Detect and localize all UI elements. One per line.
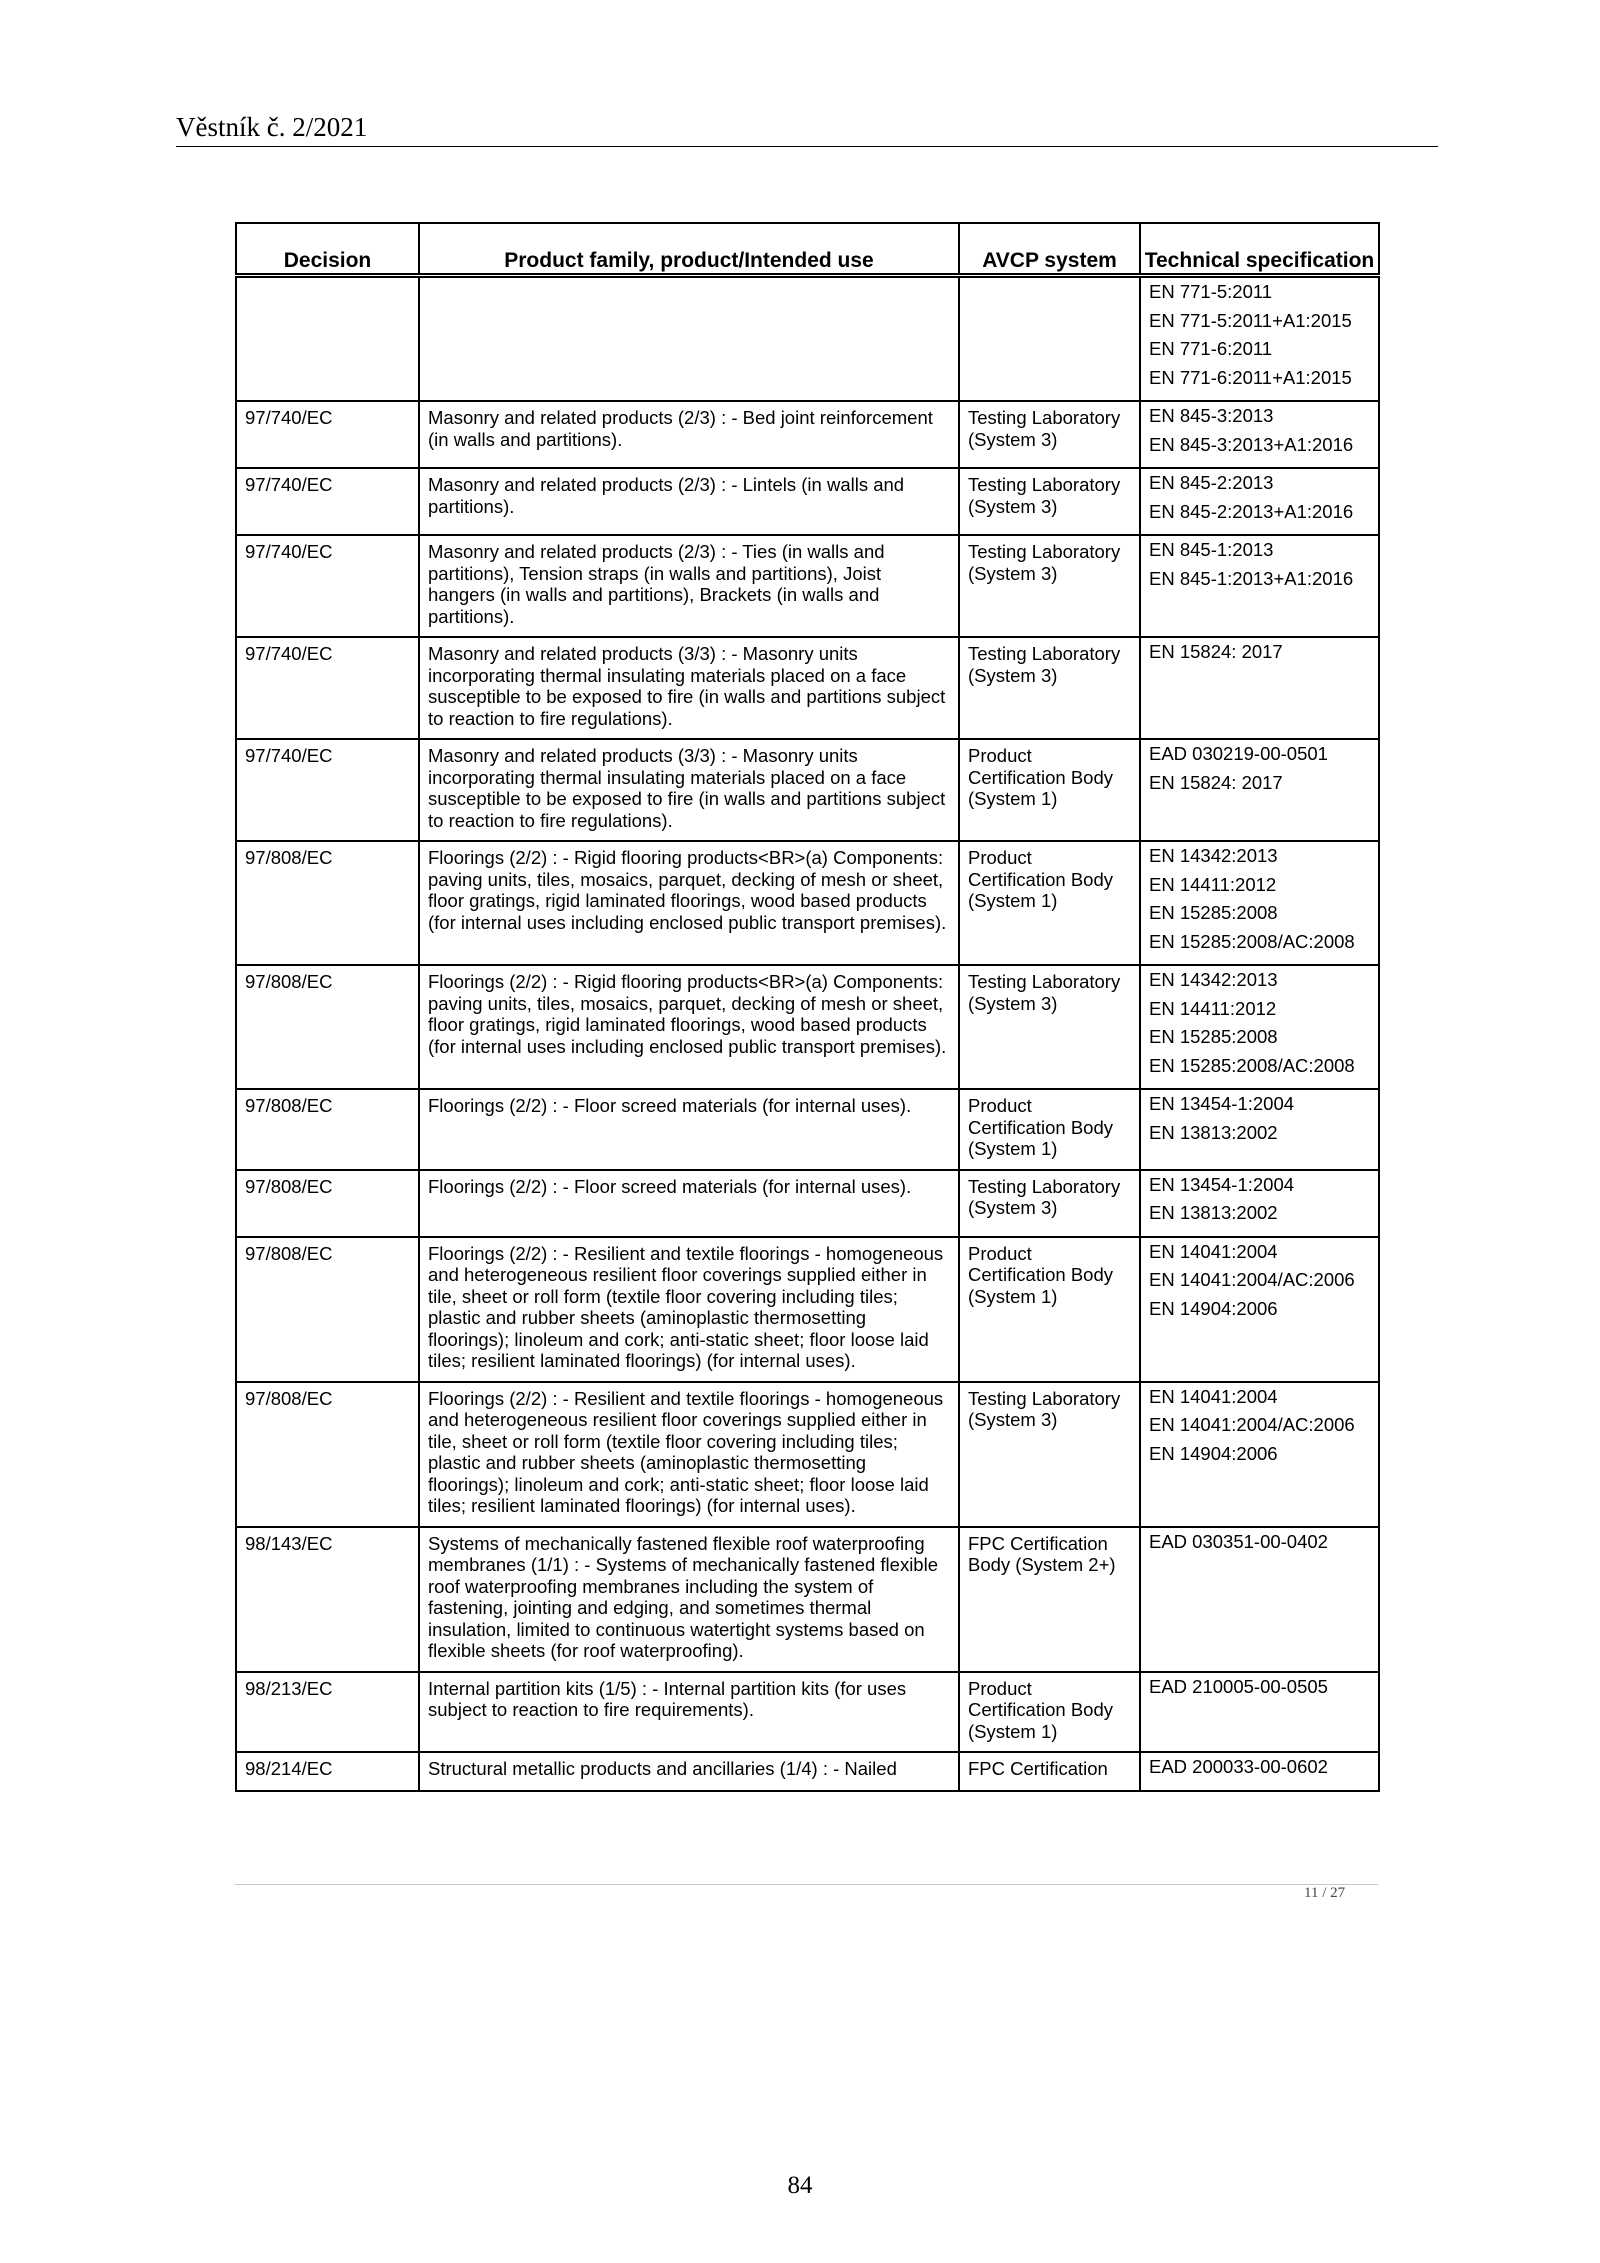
- column-header-product: Product family, product/Intended use: [419, 223, 959, 276]
- specification-cell: [1140, 1672, 1379, 1753]
- decision-cell: 97/808/EC: [236, 841, 419, 965]
- specification-cell: [1140, 1527, 1379, 1672]
- product-cell: Masonry and related products (2/3) : - Lintels (in walls and partitions).: [419, 468, 959, 535]
- decision-cell: 97/808/EC: [236, 965, 419, 1089]
- specification-table: [235, 222, 1380, 1792]
- specification-item: EN 845-2:2013+A1:2016: [1149, 500, 1354, 522]
- avcp-cell: [959, 276, 1140, 402]
- table-row: [236, 739, 1379, 841]
- specification-item: EN 14904:2006: [1149, 1442, 1278, 1464]
- product-cell: Systems of mechanically fastened flexible roof waterproofing membranes (1/1) : - Systems of mechanically fastened flexible roof waterproofing membranes including the system of fastening, jointing and edging, and sometimes thermal insulation, limited to continuous watertight systems based on flexible sheets (for roof waterproofing).: [419, 1527, 959, 1672]
- specification-cell: [1140, 1237, 1379, 1382]
- avcp-cell: Testing Laboratory (System 3): [959, 401, 1140, 468]
- specification-item: EN 14904:2006: [1149, 1297, 1278, 1319]
- specification-item: EN 13454-1:2004: [1149, 1173, 1295, 1195]
- product-cell: Internal partition kits (1/5) : - Internal partition kits (for uses subject to reaction to fire requirements).: [419, 1672, 959, 1753]
- decision-cell: 97/740/EC: [236, 739, 419, 841]
- specification-cell: [1140, 1382, 1379, 1527]
- table-row: [236, 1237, 1379, 1382]
- table-row: [236, 1089, 1379, 1170]
- specification-cell: [1140, 841, 1379, 965]
- product-cell: Floorings (2/2) : - Rigid flooring products<BR>(a) Components: paving units, tiles, mosaics, parquet, decking of mesh or sheet, floor gratings, rigid laminated floorings, wood based products (for internal uses including enclosed public transport premises).: [419, 841, 959, 965]
- specification-item: EN 13813:2002: [1149, 1121, 1278, 1143]
- table-header-row: [236, 223, 1379, 276]
- product-cell: Floorings (2/2) : - Floor screed materials (for internal uses).: [419, 1089, 959, 1170]
- decision-cell: 97/740/EC: [236, 468, 419, 535]
- decision-cell: 98/143/EC: [236, 1527, 419, 1672]
- specification-cell: [1140, 739, 1379, 841]
- specification-cell: [1140, 637, 1379, 739]
- product-cell: Masonry and related products (2/3) : - Bed joint reinforcement (in walls and partitions).: [419, 401, 959, 468]
- avcp-cell: Testing Laboratory (System 3): [959, 468, 1140, 535]
- specification-item: EN 13813:2002: [1149, 1202, 1278, 1223]
- avcp-cell: Product Certification Body (System 1): [959, 1089, 1140, 1170]
- running-head: Věstník č. 2/2021: [176, 112, 368, 142]
- specification-item: EN 15285:2008/AC:2008: [1149, 1054, 1355, 1076]
- specification-item: EN 14342:2013: [1149, 969, 1278, 990]
- decision-cell: 98/214/EC: [236, 1752, 419, 1791]
- header-rule: [176, 146, 1438, 147]
- avcp-cell: FPC Certification Body (System 2+): [959, 1527, 1140, 1672]
- decision-cell: 97/808/EC: [236, 1382, 419, 1527]
- avcp-cell: Product Certification Body (System 1): [959, 841, 1140, 965]
- column-header-specification: Technical specification: [1140, 223, 1379, 276]
- specification-item: EN 845-1:2013+A1:2016: [1149, 567, 1354, 589]
- table-row: [236, 1672, 1379, 1753]
- specification-item: EN 771-6:2011+A1:2015: [1149, 366, 1352, 388]
- avcp-cell: FPC Certification: [959, 1752, 1140, 1791]
- column-header-avcp: AVCP system: [959, 223, 1140, 276]
- specification-item: EN 845-3:2013: [1149, 405, 1274, 426]
- table-row: [236, 1752, 1379, 1791]
- table-row: [236, 401, 1379, 468]
- specification-item: EAD 030219-00-0501: [1149, 743, 1328, 764]
- product-cell: Floorings (2/2) : - Floor screed materials (for internal uses).: [419, 1170, 959, 1237]
- specification-item: EN 845-2:2013: [1149, 472, 1274, 493]
- specification-item: EN 15285:2008: [1149, 902, 1278, 923]
- specification-item: EN 15285:2008: [1149, 1026, 1278, 1047]
- specification-item: EN 771-5:2011+A1:2015: [1149, 309, 1352, 331]
- avcp-cell: Testing Laboratory (System 3): [959, 1382, 1140, 1527]
- decision-cell: 97/740/EC: [236, 535, 419, 637]
- table-row: [236, 276, 1379, 402]
- specification-item: EN 14342:2013: [1149, 845, 1278, 866]
- avcp-cell: Product Certification Body (System 1): [959, 739, 1140, 841]
- specification-cell: [1140, 468, 1379, 535]
- page-fraction: 11 / 27: [1304, 1885, 1346, 1901]
- footer-rule: [235, 1884, 1378, 1885]
- specification-cell: [1140, 965, 1379, 1089]
- decision-cell: 98/213/EC: [236, 1672, 419, 1753]
- product-cell: Floorings (2/2) : - Rigid flooring products<BR>(a) Components: paving units, tiles, mosaics, parquet, decking of mesh or sheet, floor gratings, rigid laminated floorings, wood based products (for internal uses including enclosed public transport premises).: [419, 965, 959, 1089]
- product-cell: Masonry and related products (3/3) : - Masonry units incorporating thermal insulating materials placed on a face susceptible to be exposed to fire (in walls and partitions subject to reaction to fire regulations).: [419, 637, 959, 739]
- decision-cell: [236, 276, 419, 402]
- specification-item: EN 845-1:2013: [1149, 539, 1274, 560]
- table-body: [236, 276, 1379, 1791]
- specification-item: EN 14041:2004: [1149, 1240, 1278, 1262]
- table-row: [236, 965, 1379, 1089]
- decision-cell: 97/740/EC: [236, 637, 419, 739]
- decision-cell: 97/808/EC: [236, 1237, 419, 1382]
- table-row: [236, 637, 1379, 739]
- avcp-cell: Product Certification Body (System 1): [959, 1672, 1140, 1753]
- product-cell: Masonry and related products (2/3) : - Ties (in walls and partitions), Tension straps (in walls and partitions), Joist hangers (in walls and partitions), Brackets (in walls and partitions).: [419, 535, 959, 637]
- decision-cell: 97/808/EC: [236, 1170, 419, 1237]
- product-cell: [419, 276, 959, 402]
- table-row: [236, 468, 1379, 535]
- specification-item: EN 14041:2004: [1149, 1385, 1278, 1407]
- specification-item: EN 771-5:2011: [1149, 281, 1273, 302]
- specification-cell: [1140, 276, 1379, 402]
- table-row: [236, 1170, 1379, 1237]
- table-row: [236, 1527, 1379, 1672]
- product-cell: Structural metallic products and ancillaries (1/4) : - Nailed: [419, 1752, 959, 1791]
- specification-item: EN 14041:2004/AC:2006: [1149, 1414, 1355, 1435]
- specification-item: EAD 200033-00-0602: [1149, 1756, 1328, 1777]
- table-row: [236, 841, 1379, 965]
- avcp-cell: Product Certification Body (System 1): [959, 1237, 1140, 1382]
- avcp-cell: Testing Laboratory (System 3): [959, 535, 1140, 637]
- specification-item: EAD 210005-00-0505: [1149, 1675, 1328, 1697]
- specification-item: EN 771-6:2011: [1149, 338, 1273, 359]
- specification-cell: [1140, 535, 1379, 637]
- specification-cell: [1140, 1089, 1379, 1170]
- specification-item: EN 15285:2008/AC:2008: [1149, 930, 1355, 952]
- table-row: [236, 535, 1379, 637]
- product-cell: Masonry and related products (3/3) : - Masonry units incorporating thermal insulating materials placed on a face susceptible to be exposed to fire (in walls and partitions subject to reaction to fire regulations).: [419, 739, 959, 841]
- specification-cell: [1140, 401, 1379, 468]
- specification-item: EN 14041:2004/AC:2006: [1149, 1269, 1355, 1290]
- decision-cell: 97/808/EC: [236, 1089, 419, 1170]
- page-number: 84: [787, 2172, 813, 2199]
- specification-cell: [1140, 1170, 1379, 1237]
- product-cell: Floorings (2/2) : - Resilient and textile floorings - homogeneous and heterogeneous resilient floor coverings supplied either in tile, sheet or roll form (textile floor covering including tiles; plastic and rubber sheets (aminoplastic thermosetting floorings); linoleum and cork; anti-static sheet; floor loose laid tiles; resilient laminated floorings) (for internal uses).: [419, 1382, 959, 1527]
- table-row: [236, 1382, 1379, 1527]
- specification-cell: [1140, 1752, 1379, 1791]
- specification-item: EN 14411:2012: [1149, 997, 1277, 1019]
- avcp-cell: Testing Laboratory (System 3): [959, 637, 1140, 739]
- product-cell: Floorings (2/2) : - Resilient and textile floorings - homogeneous and heterogeneous resilient floor coverings supplied either in tile, sheet or roll form (textile floor covering including tiles; plastic and rubber sheets (aminoplastic thermosetting floorings); linoleum and cork; anti-static sheet; floor loose laid tiles; resilient laminated floorings) (for internal uses).: [419, 1237, 959, 1382]
- specification-item: EN 14411:2012: [1149, 873, 1277, 895]
- specification-item: EN 845-3:2013+A1:2016: [1149, 433, 1354, 455]
- decision-cell: 97/740/EC: [236, 401, 419, 468]
- specification-item: EN 15824: 2017: [1149, 641, 1283, 662]
- specification-item: EN 13454-1:2004: [1149, 1093, 1295, 1114]
- specification-item: EN 15824: 2017: [1149, 771, 1283, 793]
- avcp-cell: Testing Laboratory (System 3): [959, 965, 1140, 1089]
- specification-item: EAD 030351-00-0402: [1149, 1530, 1328, 1552]
- avcp-cell: Testing Laboratory (System 3): [959, 1170, 1140, 1237]
- column-header-decision: Decision: [236, 223, 419, 276]
